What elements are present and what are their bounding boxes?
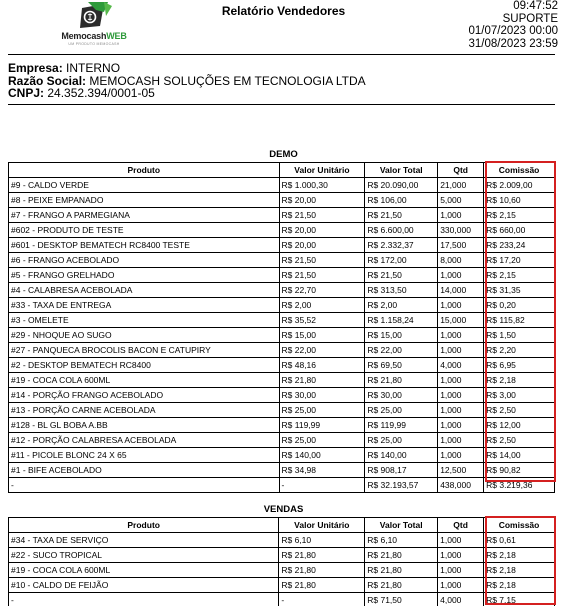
cell-qtd: 1,000 — [438, 388, 484, 403]
company-empresa: Empresa: INTERNO — [8, 61, 121, 75]
cell-produto: #8 - PEIXE EMPANADO — [9, 193, 280, 208]
cell-produto: - — [9, 478, 280, 493]
cell-comissao: R$ 2,18 — [484, 578, 555, 593]
report-meta — [468, 0, 558, 50]
cell-valor-unitario: - — [279, 593, 365, 606]
report-user: SUPORTE — [502, 12, 558, 25]
company-cnpj: CNPJ: 24.352.394/0001-05 — [8, 86, 155, 100]
header-divider — [8, 54, 555, 55]
cell-valor-total: R$ 21,50 — [365, 208, 438, 223]
cell-produto: #601 - DESKTOP BEMATECH RC8400 TESTE — [9, 238, 280, 253]
cell-qtd: 1,000 — [438, 328, 484, 343]
table-row — [9, 418, 555, 433]
cell-valor-unitario: R$ 21,50 — [279, 253, 365, 268]
cell-valor-total: R$ 30,00 — [365, 388, 438, 403]
cell-qtd: 1,000 — [438, 208, 484, 223]
cell-produto: - — [9, 593, 279, 606]
cell-valor-total: R$ 140,00 — [365, 448, 438, 463]
col-comissao: Comissão — [484, 518, 555, 533]
table-row — [9, 403, 555, 418]
cell-qtd: 4,000 — [438, 593, 484, 606]
cell-produto: #4 - CALABRESA ACEBOLADA — [9, 283, 280, 298]
cell-valor-total: R$ 6,10 — [365, 533, 438, 548]
cell-valor-total: R$ 21,50 — [365, 268, 438, 283]
cell-valor-total: R$ 172,00 — [365, 253, 438, 268]
col-valor-total: Valor Total — [365, 163, 438, 178]
col-comissao: Comissão — [484, 163, 555, 178]
cell-qtd: 438,000 — [438, 478, 484, 493]
cell-comissao: R$ 660,00 — [484, 223, 555, 238]
cell-valor-unitario: R$ 21,80 — [279, 548, 365, 563]
cell-produto: #5 - FRANGO GRELHADO — [9, 268, 280, 283]
cell-valor-total: R$ 2,00 — [365, 298, 438, 313]
table-row — [9, 358, 555, 373]
cell-comissao: R$ 2,18 — [484, 563, 555, 578]
table-row — [9, 533, 555, 548]
col-qtd: Qtd — [438, 518, 484, 533]
cell-produto: #13 - PORÇÃO CARNE ACEBOLADA — [9, 403, 280, 418]
cell-qtd: 1,000 — [438, 563, 484, 578]
cell-qtd: 1,000 — [438, 403, 484, 418]
table-row — [9, 343, 555, 358]
table-row — [9, 223, 555, 238]
cell-qtd: 17,500 — [438, 238, 484, 253]
cell-valor-unitario: R$ 20,00 — [279, 223, 365, 238]
cell-qtd: 1,000 — [438, 433, 484, 448]
cell-qtd: 1,000 — [438, 418, 484, 433]
cell-valor-unitario: R$ 6,10 — [279, 533, 365, 548]
cell-comissao: R$ 1,50 — [484, 328, 555, 343]
table-header-row — [9, 518, 555, 533]
cell-comissao: R$ 12,00 — [484, 418, 555, 433]
cell-valor-unitario: R$ 119,99 — [279, 418, 365, 433]
cell-produto: #602 - PRODUTO DE TESTE — [9, 223, 280, 238]
cell-valor-unitario: R$ 34,98 — [279, 463, 365, 478]
cell-valor-unitario: R$ 30,00 — [279, 388, 365, 403]
cell-valor-total: R$ 20.090,00 — [365, 178, 438, 193]
cell-valor-unitario: R$ 25,00 — [279, 433, 365, 448]
cell-valor-unitario: R$ 35,52 — [279, 313, 365, 328]
table-body-vendas — [9, 533, 555, 606]
cell-produto: #19 - COCA COLA 600ML — [9, 373, 280, 388]
company-razao-social: Razão Social: MEMOCASH SOLUÇÕES EM TECNOLOGIA LTDA — [8, 73, 366, 88]
cell-qtd: 1,000 — [438, 548, 484, 563]
table-row — [9, 193, 555, 208]
cell-valor-unitario: - — [279, 478, 365, 493]
table-row — [9, 268, 555, 283]
cell-qtd: 1,000 — [438, 373, 484, 388]
cell-valor-unitario: R$ 21,80 — [279, 373, 365, 388]
table-row — [9, 578, 555, 593]
cell-comissao: R$ 2,50 — [484, 433, 555, 448]
report-title: Relatório Vendedores — [221, 4, 346, 18]
cell-valor-total: R$ 15,00 — [365, 328, 438, 343]
cell-valor-unitario: R$ 48,16 — [279, 358, 365, 373]
col-valor-total: Valor Total — [365, 518, 438, 533]
table-row — [9, 253, 555, 268]
cell-produto: #34 - TAXA DE SERVIÇO — [9, 533, 279, 548]
cell-qtd: 5,000 — [438, 193, 484, 208]
report-date-to: 31/08/2023 23:59 — [468, 37, 558, 50]
cell-comissao: R$ 0,61 — [484, 533, 555, 548]
cell-qtd: 4,000 — [438, 358, 484, 373]
cell-qtd: 1,000 — [438, 268, 484, 283]
cell-produto: #128 - BL GL BOBA A.BB — [9, 418, 280, 433]
table-row — [9, 433, 555, 448]
report-time: 09:47:52 — [513, 0, 558, 12]
cell-valor-unitario: R$ 20,00 — [279, 238, 365, 253]
cell-valor-unitario: R$ 21,80 — [279, 563, 365, 578]
table-row — [9, 208, 555, 223]
cell-produto: #14 - PORÇÃO FRANGO ACEBOLADO — [9, 388, 280, 403]
col-valor-unitario: Valor Unitário — [279, 518, 365, 533]
table-row — [9, 593, 555, 606]
cell-produto: #7 - FRANGO A PARMEGIANA — [9, 208, 280, 223]
col-produto: Produto — [9, 518, 279, 533]
cell-produto: #11 - PICOLE BLONC 24 X 65 — [9, 448, 280, 463]
cell-valor-total: R$ 69,50 — [365, 358, 438, 373]
cell-comissao: R$ 14,00 — [484, 448, 555, 463]
report-date-from: 01/07/2023 00:00 — [468, 25, 558, 37]
cell-qtd: 330,000 — [438, 223, 484, 238]
table-row — [9, 313, 555, 328]
cell-comissao: R$ 2,15 — [484, 268, 555, 283]
cell-qtd: 1,000 — [438, 298, 484, 313]
table-row — [9, 478, 555, 493]
cell-produto: #29 - NHOQUE AO SUGO — [9, 328, 280, 343]
table-header-row — [9, 163, 555, 178]
cell-comissao: R$ 2,18 — [484, 548, 555, 563]
col-produto: Produto — [9, 163, 280, 178]
cell-qtd: 8,000 — [438, 253, 484, 268]
cell-valor-unitario: R$ 21,50 — [279, 268, 365, 283]
cell-produto: #19 - COCA COLA 600ML — [9, 563, 279, 578]
cell-valor-unitario: R$ 22,00 — [279, 343, 365, 358]
cell-produto: #1 - BIFE ACEBOLADO — [9, 463, 280, 478]
cell-qtd: 21,000 — [438, 178, 484, 193]
table-body-demo — [9, 178, 555, 493]
cell-produto: #27 - PANQUECA BROCOLIS BACON E CATUPIRY — [9, 343, 280, 358]
cell-qtd: 1,000 — [438, 578, 484, 593]
cell-qtd: 1,000 — [438, 343, 484, 358]
cell-comissao: R$ 31,35 — [484, 283, 555, 298]
cell-valor-total: R$ 6.600,00 — [365, 223, 438, 238]
cell-valor-total: R$ 2.332,37 — [365, 238, 438, 253]
cell-valor-unitario: R$ 22,70 — [279, 283, 365, 298]
cell-comissao: R$ 90,82 — [484, 463, 555, 478]
cell-valor-unitario: R$ 21,80 — [279, 578, 365, 593]
cell-valor-total: R$ 21,80 — [365, 563, 438, 578]
cell-produto: #10 - CALDO DE FEIJÃO — [9, 578, 279, 593]
table-row — [9, 448, 555, 463]
cell-valor-unitario: R$ 2,00 — [279, 298, 365, 313]
cell-valor-unitario: R$ 20,00 — [279, 193, 365, 208]
section-title-demo: DEMO — [269, 149, 298, 160]
cell-produto: #2 - DESKTOP BEMATECH RC8400 — [9, 358, 280, 373]
table-demo — [8, 162, 555, 493]
table-row — [9, 388, 555, 403]
cell-valor-total: R$ 25,00 — [365, 433, 438, 448]
table-row — [9, 463, 555, 478]
cell-comissao: R$ 2,20 — [484, 343, 555, 358]
table-row — [9, 178, 555, 193]
cell-comissao: R$ 17,20 — [484, 253, 555, 268]
cell-valor-total: R$ 908,17 — [365, 463, 438, 478]
table-vendas — [8, 517, 555, 606]
cell-valor-unitario: R$ 15,00 — [279, 328, 365, 343]
company-divider — [8, 104, 555, 105]
section-title-vendas: VENDAS — [263, 504, 304, 515]
table-row — [9, 298, 555, 313]
cell-produto: #9 - CALDO VERDE — [9, 178, 280, 193]
cell-qtd: 1,000 — [438, 533, 484, 548]
col-qtd: Qtd — [438, 163, 484, 178]
cell-produto: #12 - PORÇÃO CALABRESA ACEBOLADA — [9, 433, 280, 448]
cell-valor-total: R$ 119,99 — [365, 418, 438, 433]
cell-comissao: R$ 7,15 — [484, 593, 555, 606]
cell-valor-total: R$ 313,50 — [365, 283, 438, 298]
cell-comissao: R$ 3,00 — [484, 388, 555, 403]
cell-valor-unitario: R$ 25,00 — [279, 403, 365, 418]
table-row — [9, 328, 555, 343]
cell-valor-total: R$ 25,00 — [365, 403, 438, 418]
col-valor-unitario: Valor Unitário — [279, 163, 365, 178]
cell-comissao: R$ 2,15 — [484, 208, 555, 223]
cell-valor-total: R$ 21,80 — [365, 578, 438, 593]
cell-qtd: 1,000 — [438, 448, 484, 463]
cell-valor-total: R$ 106,00 — [365, 193, 438, 208]
cell-valor-unitario: R$ 1.000,30 — [279, 178, 365, 193]
logo-text: MemocashWEB — [61, 31, 127, 41]
cell-comissao: R$ 2,50 — [484, 403, 555, 418]
cell-valor-total: R$ 32.193,57 — [365, 478, 438, 493]
cell-valor-total: R$ 21,80 — [365, 373, 438, 388]
cell-qtd: 15,000 — [438, 313, 484, 328]
cell-comissao: R$ 6,95 — [484, 358, 555, 373]
table-row — [9, 238, 555, 253]
company-info — [8, 62, 366, 100]
cell-comissao: R$ 2,18 — [484, 373, 555, 388]
cell-valor-total: R$ 1.158,24 — [365, 313, 438, 328]
cell-valor-total: R$ 21,80 — [365, 548, 438, 563]
table-row — [9, 373, 555, 388]
cell-produto: #22 - SUCO TROPICAL — [9, 548, 279, 563]
cell-comissao: R$ 10,60 — [484, 193, 555, 208]
cell-valor-total: R$ 71,50 — [365, 593, 438, 606]
cell-valor-unitario: R$ 21,50 — [279, 208, 365, 223]
cell-qtd: 14,000 — [438, 283, 484, 298]
cell-comissao: R$ 233,24 — [484, 238, 555, 253]
cell-comissao: R$ 3.219,36 — [484, 478, 555, 493]
cell-produto: #3 - OMELETE — [9, 313, 280, 328]
cell-produto: #33 - TAXA DE ENTREGA — [9, 298, 280, 313]
cell-comissao: R$ 0,20 — [484, 298, 555, 313]
table-row — [9, 548, 555, 563]
cell-qtd: 12,500 — [438, 463, 484, 478]
cell-comissao: R$ 2.009,00 — [484, 178, 555, 193]
cell-comissao: R$ 115,82 — [484, 313, 555, 328]
cell-valor-unitario: R$ 140,00 — [279, 448, 365, 463]
cell-valor-total: R$ 22,00 — [365, 343, 438, 358]
table-row — [9, 563, 555, 578]
logo-subtitle: UM PRODUTO MEMOCASH — [68, 42, 120, 46]
cell-produto: #6 - FRANGO ACEBOLADO — [9, 253, 280, 268]
table-row — [9, 283, 555, 298]
